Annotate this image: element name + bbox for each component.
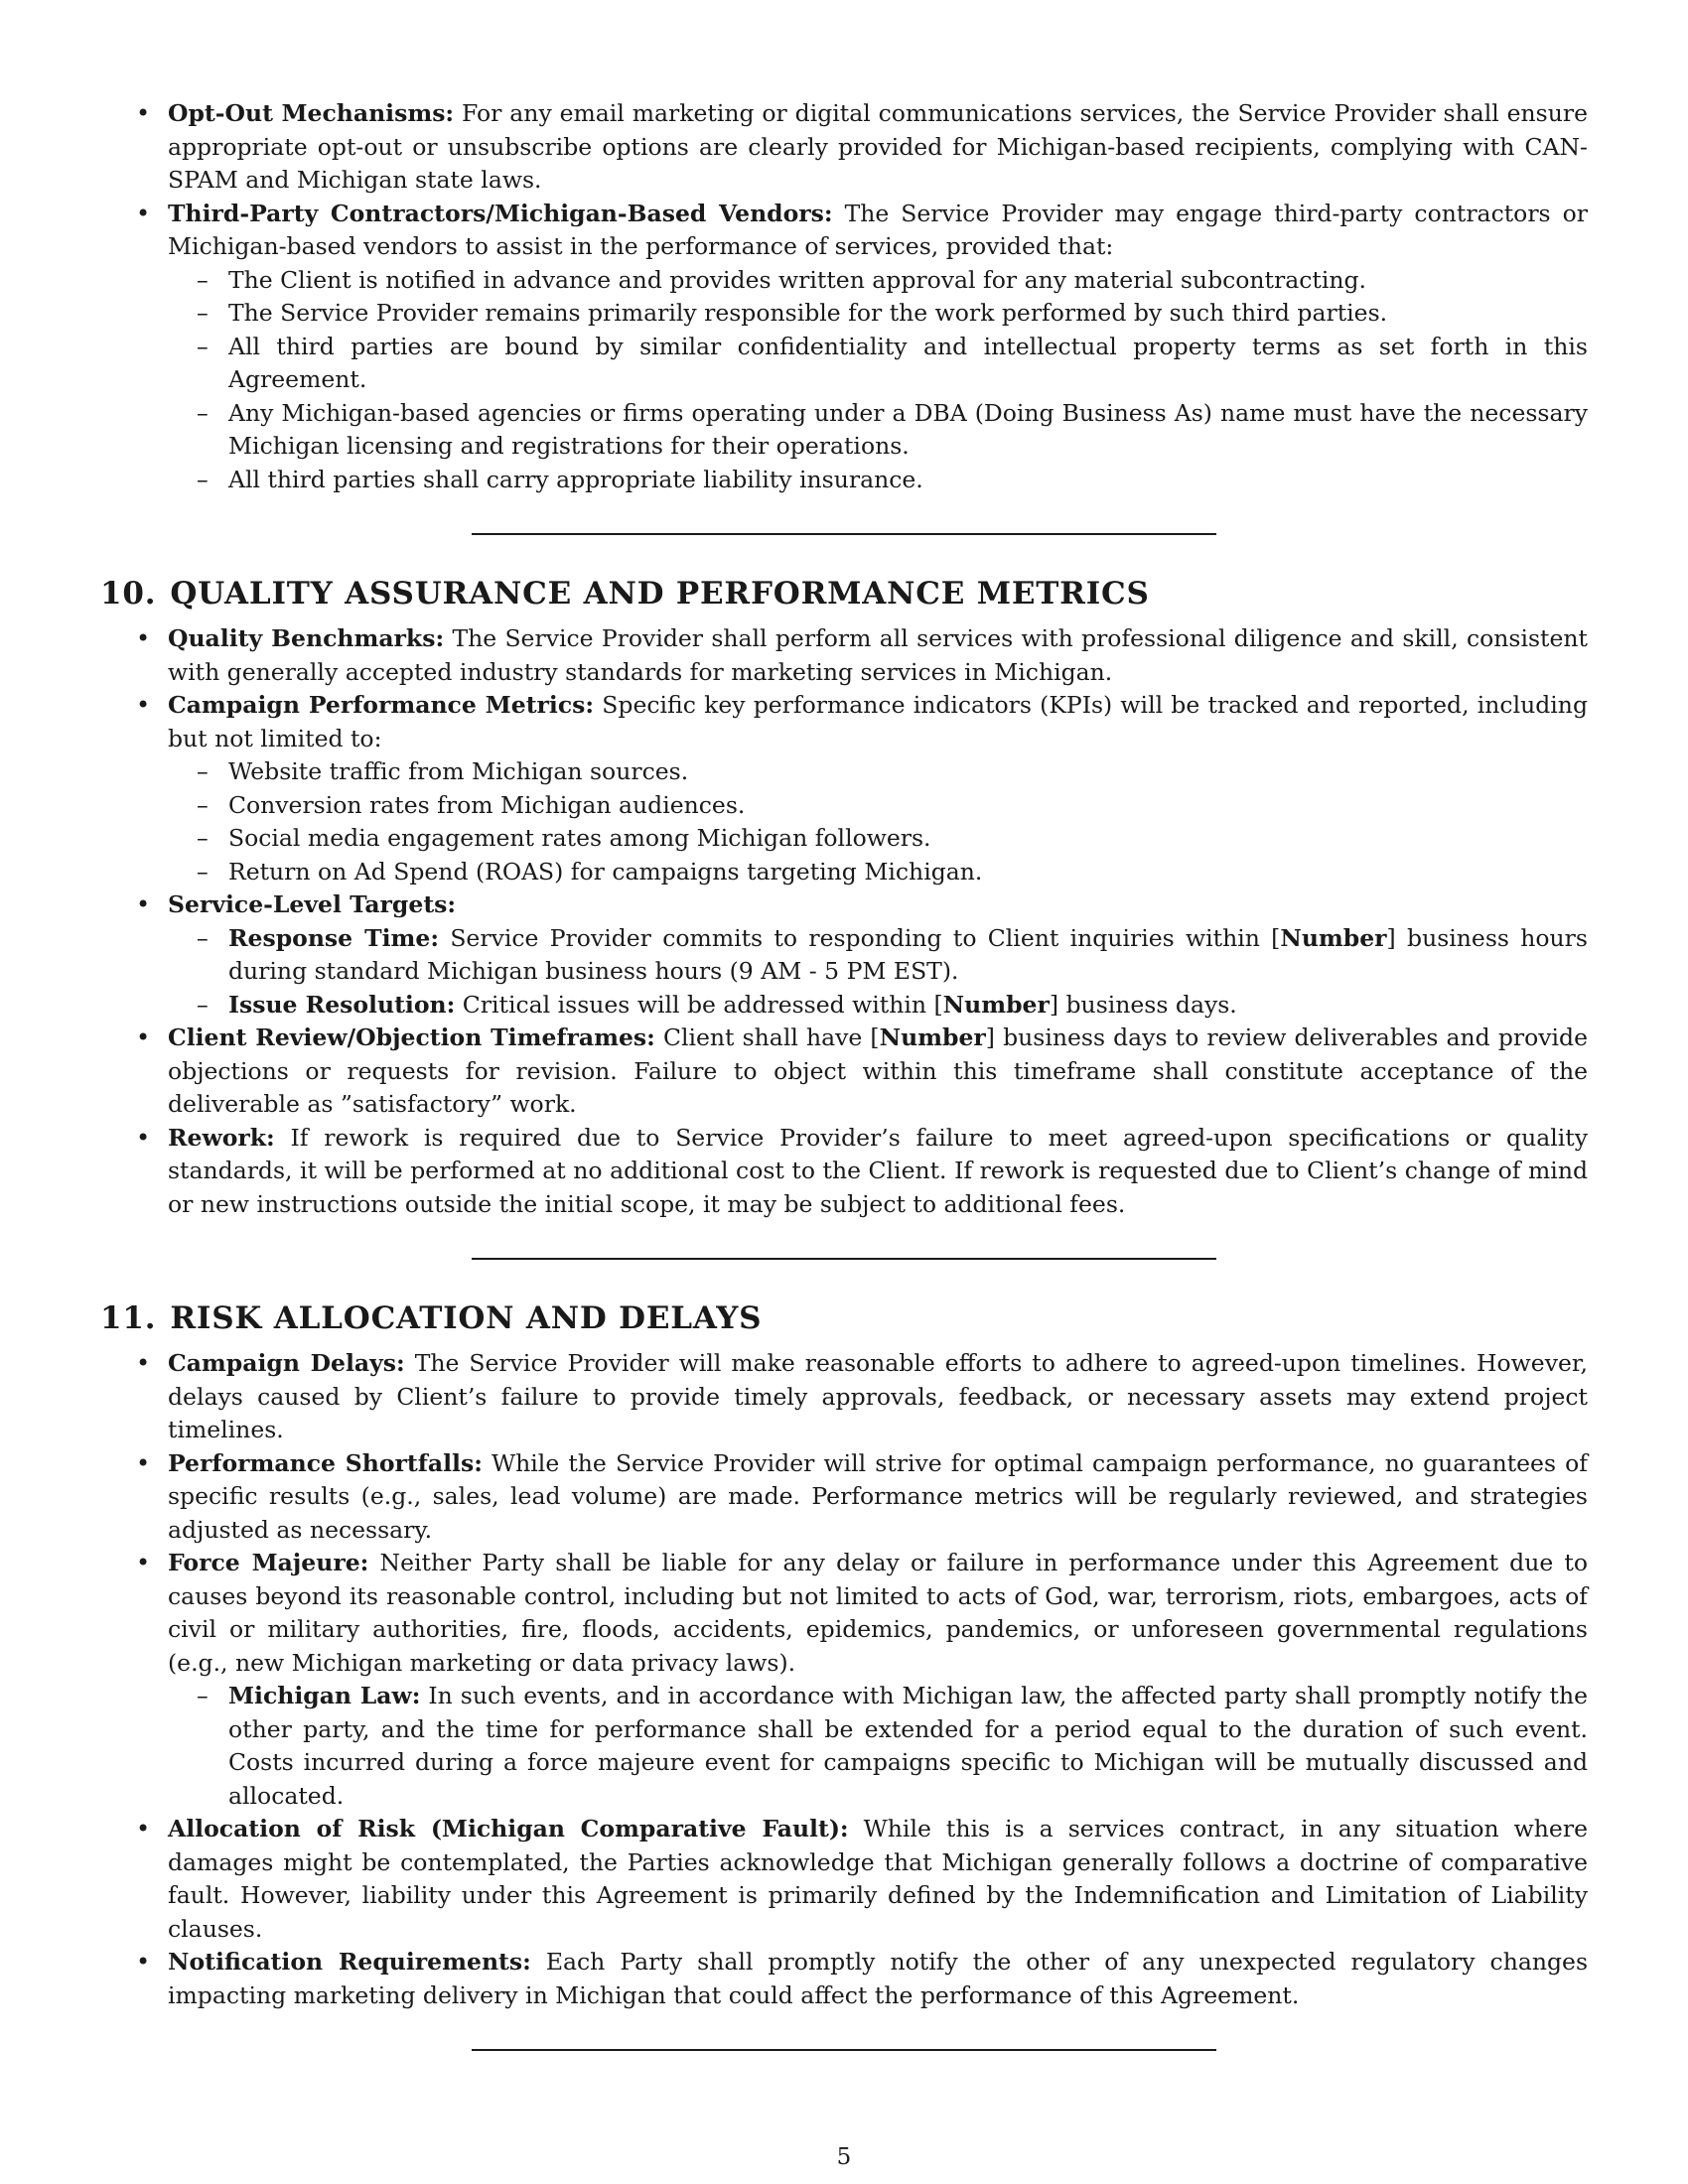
list-item-third-party (100, 198, 1588, 497)
sub-item: – Any Michigan-based agencies or firms operating under a DBA (Doing Business As) name must have the necessary Michigan licensing and registrations for their operations. (168, 397, 1588, 464)
term-michigan-law: Michigan Law: (228, 1682, 421, 1709)
sub-item: – The Service Provider remains primarily responsible for the work performed by such third parties. (168, 297, 1588, 331)
text-notification: Each Party shall promptly notify the other of any unexpected regulatory changes impacting marketing delivery in Michigan that could affect the performance of this Agreement. (168, 1948, 1589, 2009)
list-item-opt-out (100, 97, 1588, 198)
list-item-shortfalls (100, 1447, 1588, 1548)
section-10-heading (100, 574, 1588, 614)
page-number: 5 (836, 2144, 852, 2170)
list-item-notification (100, 1946, 1588, 2012)
text-opt-out: For any email marketing or digital communications services, the Service Provider shall ensure appropriate opt-out or unsubscribe options are clearly provided for Michigan-based recipients, complying with CAN-SPAM and Michigan state laws. (168, 99, 1588, 194)
sub-item: – The Client is notified in advance and provides written approval for any material subcontracting. (168, 264, 1588, 298)
placeholder-number: Number (1280, 923, 1387, 952)
section-10-number: 10. (100, 576, 157, 612)
text-michigan-law: In such events, and in accordance with Michigan law, the affected party shall promptly notify the other party, and the time for performance shall be extended for a period equal to the duration of such event. Costs incurred during a force majeure event for campaigns specific to Michigan will be mutually discussed and allocated. (228, 1682, 1588, 1810)
text-rework: If rework is required due to Service Provider’s failure to meet agreed-upon specifications or quality standards, it will be performed at no additional cost to the Client. If rework is requested due to Client’s change of mind or new instructions outside the initial scope, it may be subject to additional fees. (168, 1123, 1588, 1218)
section-divider (472, 2049, 1216, 2051)
term-client-review: Client Review/Objection Timeframes: (168, 1024, 655, 1051)
text-delays: The Service Provider will make reasonable efforts to adhere to agreed-upon timelines. However, delays caused by Client’s failure to provide timely approvals, feedback, or necessary assets may extend project timelines. (168, 1349, 1588, 1443)
service-level-sublist (168, 922, 1588, 1023)
sub-item: – All third parties are bound by similar confidentiality and intellectual property terms as set forth in this Agreement. (168, 331, 1588, 397)
page-content (100, 97, 1588, 2051)
term-issue-resolution: Issue Resolution: (228, 990, 456, 1019)
metrics-sublist (168, 755, 1588, 888)
text-response-after: ] business hours during standard Michigan business hours (9 AM - 5 PM EST). (228, 923, 1588, 985)
term-quality: Quality Benchmarks: (168, 624, 445, 652)
term-service-level: Service-Level Targets: (168, 890, 457, 918)
list-item-quality (100, 622, 1588, 689)
list-item-allocation (100, 1813, 1588, 1946)
sub-item: – All third parties shall carry appropriate liability insurance. (168, 464, 1588, 497)
text-campaign-metrics: Specific key performance indicators (KPIs) will be tracked and reported, including but not limited to: (168, 691, 1588, 752)
top-list (100, 97, 1588, 496)
force-majeure-sublist (168, 1680, 1588, 1813)
placeholder-number: Number (879, 1024, 986, 1051)
list-item-force-majeure (100, 1547, 1588, 1813)
section-10-title: QUALITY ASSURANCE AND PERFORMANCE METRICS (170, 576, 1150, 612)
term-campaign-metrics: Campaign Performance Metrics: (168, 691, 595, 719)
list-item-delays (100, 1347, 1588, 1447)
third-party-sublist (168, 264, 1588, 497)
term-third-party: Third-Party Contractors/Michigan-Based Vendors: (168, 199, 833, 227)
sub-item-response-time (168, 922, 1588, 989)
text-force-majeure: Neither Party shall be liable for any delay or failure in performance under this Agreement due to causes beyond its reasonable control, including but not limited to acts of God, war, terrorism, riots, embargoes, acts of civil or military authorities, fire, floods, accidents, epidemics, pandemics, or unforeseen governmental regulations (e.g., new Michigan marketing or data privacy laws). (168, 1549, 1588, 1677)
list-item-client-review (100, 1022, 1588, 1122)
list-item-campaign-metrics (100, 689, 1588, 888)
sub-item: – Website traffic from Michigan sources. (168, 755, 1588, 789)
text-client-review-after: ] business days to review deliverables and provide objections or requests for revision. Failure to object within this timeframe shall constitute acceptance of the deliverable as ”satisfactory” work. (168, 1024, 1588, 1118)
section-11-title: RISK ALLOCATION AND DELAYS (170, 1300, 763, 1336)
text-allocation: While this is a services contract, in any situation where damages might be contemplated, the Parties acknowledge that Michigan generally follows a doctrine of comparative fault. However, liability under this Agreement is primarily defined by the Indemnification and Limitation of Liability clauses. (168, 1815, 1588, 1943)
section-11-number: 11. (100, 1300, 157, 1336)
term-opt-out: Opt-Out Mechanisms: (168, 99, 455, 127)
term-notification: Notification Requirements: (168, 1948, 531, 1976)
section-11-list (100, 1347, 1588, 2012)
text-issue-before: Critical issues will be addressed within [ (462, 990, 943, 1019)
term-rework: Rework: (168, 1123, 275, 1152)
sub-item: – Social media engagement rates among Michigan followers. (168, 822, 1588, 856)
text-client-review-before: Client shall have [ (662, 1024, 880, 1051)
text-third-party: The Service Provider may engage third-party contractors or Michigan-based vendors to assist in the performance of services, provided that: (168, 199, 1588, 260)
text-issue-after: ] business days. (1049, 990, 1237, 1019)
section-11-heading (100, 1298, 1588, 1338)
section-10-list (100, 622, 1588, 1221)
sub-item-michigan-law (168, 1680, 1588, 1813)
text-quality: The Service Provider shall perform all services with professional diligence and skill, consistent with generally accepted industry standards for marketing services in Michigan. (168, 624, 1588, 686)
sub-item: – Conversion rates from Michigan audiences. (168, 789, 1588, 823)
sub-item-issue-resolution (168, 989, 1588, 1023)
term-allocation: Allocation of Risk (Michigan Comparative Fault): (168, 1815, 849, 1843)
placeholder-number: Number (942, 990, 1050, 1019)
text-response-before: Service Provider commits to responding to Client inquiries within [ (450, 923, 1281, 952)
list-item-rework (100, 1122, 1588, 1222)
section-divider (472, 1258, 1216, 1260)
term-delays: Campaign Delays: (168, 1349, 405, 1377)
term-shortfalls: Performance Shortfalls: (168, 1448, 483, 1477)
list-item-service-level (100, 888, 1588, 1022)
term-force-majeure: Force Majeure: (168, 1549, 369, 1576)
sub-item: – Return on Ad Spend (ROAS) for campaigns targeting Michigan. (168, 856, 1588, 889)
section-divider (472, 533, 1216, 535)
text-shortfalls: While the Service Provider will strive for optimal campaign performance, no guarantees of specific results (e.g., sales, lead volume) are made. Performance metrics will be regularly reviewed, and strategies adjusted as necessary. (168, 1448, 1588, 1544)
term-response-time: Response Time: (228, 923, 440, 952)
